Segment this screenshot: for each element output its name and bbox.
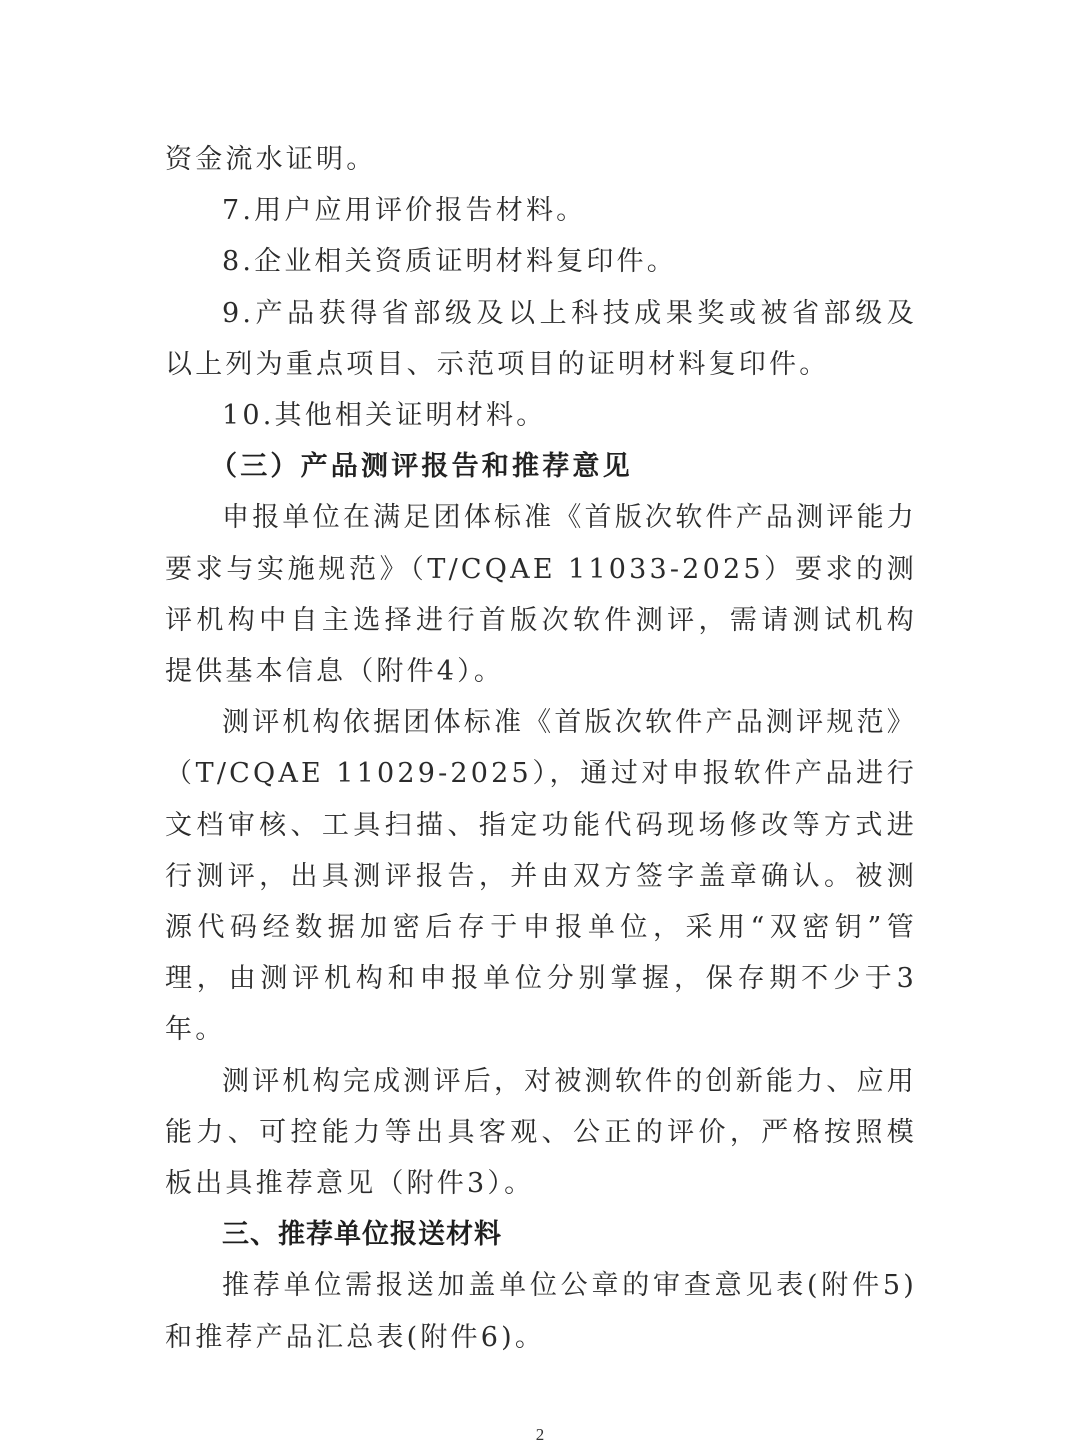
document-page — [165, 134, 917, 1363]
list-item-7: 7.用户应用评价报告材料。 — [222, 195, 587, 227]
section-heading-recommender-materials: 三、推荐单位报送材料 — [222, 1219, 502, 1251]
list-item-9: 9.产品获得省部级及以上科技成果奖或被省部级及以上列为重点项目、示范项目的证明材料复印件。 — [165, 297, 917, 380]
paragraph-recommender-submission: 推荐单位需报送加盖单位公章的审查意见表(附件5)和推荐产品汇总表(附件6)。 — [165, 1270, 917, 1353]
list-item-8: 8.企业相关资质证明材料复印件。 — [222, 246, 677, 278]
paragraph-evaluation-opinion: 测评机构完成测评后，对被测软件的创新能力、应用能力、可控能力等出具客观、公正的评价，严格按照模板出具推荐意见（附件3）。 — [165, 1065, 917, 1200]
list-item-10: 10.其他相关证明材料。 — [222, 400, 547, 432]
page-number: 2 — [535, 1425, 545, 1444]
paragraph-evaluation-process: 测评机构依据团体标准《首版次软件产品测评规范》（T/CQAE 11029-2025），通过对申报软件产品进行文档审核、工具扫描、指定功能代码现场修改等方式进行测评，出具测评报告，并由双方签字盖章确认。被测源代码经数据加密后存于申报单位，采用“双密钥”管理，由测评机构和申报单位分别掌握，保存期不少于3年。 — [165, 707, 917, 1046]
paragraph-continuation-funds: 资金流水证明。 — [165, 144, 377, 175]
subheading-evaluation-report: （三）产品测评报告和推荐意见 — [210, 451, 633, 483]
paragraph-applicant-selection: 申报单位在满足团体标准《首版次软件产品测评能力要求与实施规范》（T/CQAE 11033-2025）要求的测评机构中自主选择进行首版次软件测评，需请测试机构提供基本信息（附件4）。 — [165, 502, 917, 688]
